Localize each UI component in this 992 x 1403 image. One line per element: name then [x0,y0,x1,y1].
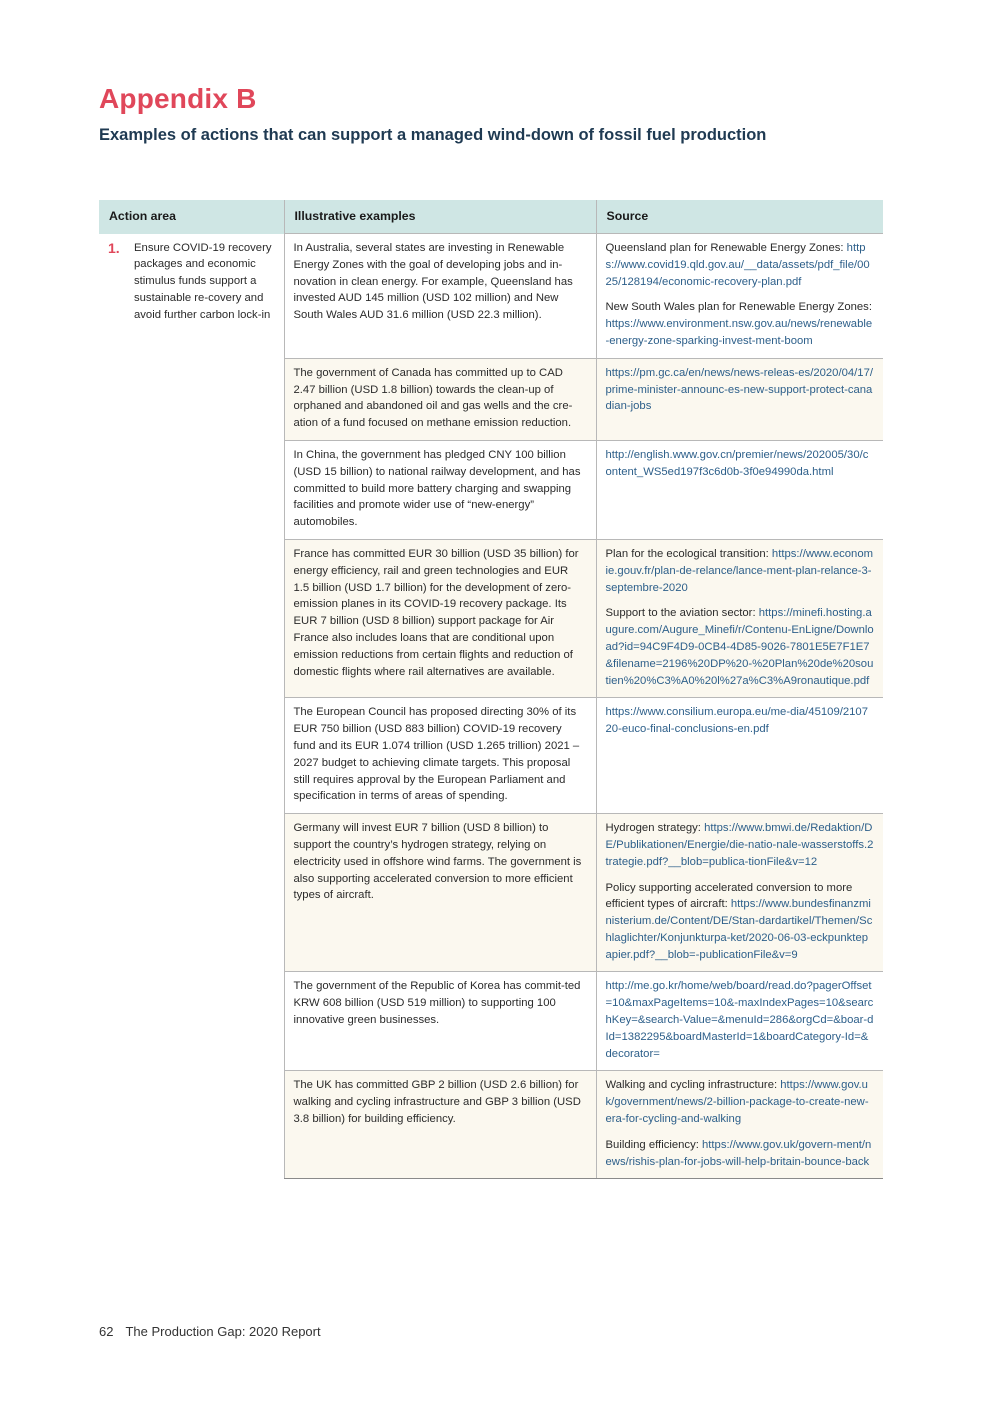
page-footer [99,1324,321,1339]
source-label: Building efficiency: [605,1138,702,1151]
page-subtitle: Examples of actions that can support a managed wind-down of fossil fuel production [99,126,767,144]
source-cell [596,972,883,1071]
page-title: Appendix B [99,83,257,114]
source-link[interactable]: https://www.covid19.qld.gov.au/__data/assets/pdf_file/0025/128194/economic-recovery-plan.pdf [605,242,870,288]
source-label: Walking and cycling infrastructure: [605,1079,781,1092]
source-link[interactable]: https://www.gov.uk/govern-ment/news/rishis-plan-for-jobs-will-help-britain-bounce-back [605,1138,872,1168]
source-label: Plan for the ecological transition: [605,547,772,560]
source-cell [596,358,883,440]
source-cell [596,539,883,697]
source-link[interactable]: http://me.go.kr/home/web/board/read.do?pagerOffset=10&maxPageItems=10&-maxIndexPages=10&searchKey=&search-Value=&menuId=286&orgCd=&boar-dId=1382295&boardMasterId=1&boardCategory-Id=&decorator= [605,980,874,1060]
report-title: The Production Gap: 2020 Report [125,1324,321,1339]
column-header-action-area: Action area [99,200,284,234]
source-label: Hydrogen strategy: [605,822,705,835]
source-cell [596,1071,883,1179]
source-link[interactable]: http://english.www.gov.cn/premier/news/202005/30/content_WS5ed197f3c6d0b-3f0e94990da.html [605,448,869,478]
example-cell: In China, the government has pledged CNY 100 billion (USD 15 billion) to national railway development, and has committed to build more battery charging and swapping facilities and promote wider use of “new-energy” automobiles. [284,440,596,539]
source-entry [606,447,875,481]
source-entry [606,880,875,964]
example-cell: In Australia, several states are investing in Renewable Energy Zones with the goal of developing jobs and in-novation in clean energy. For example, Queensland has invested AUD 145 million (USD 102 million) and New South Wales AUD 31.6 million (USD 22.3 million). [284,234,596,359]
source-entry [606,546,875,596]
source-link[interactable]: https://minefi.hosting.augure.com/Augure_Minefi/r/Contenu-EnLigne/Download?id=94C9F4D9-0CB4-4D85-9026-7801E5E7F1E7&filename=2196%20DP%20-%20Plan%20de%20soutien%20%C3%A0%20l%27a%C3%A9ronautique.pdf [605,607,874,687]
source-label: Queensland plan for Renewable Energy Zones: [605,242,847,254]
source-cell [596,234,883,359]
source-entry [606,605,875,689]
source-entry [606,1077,875,1127]
example-cell: France has committed EUR 30 billion (USD 35 billion) for energy efficiency, rail and green technologies and EUR 1.5 billion (USD 1.7 billion) for the development of zero-emission planes in its COVID-19 recovery package. Its EUR 7 billion (USD 8 billion) support package for Air France also includes loans that are conditional upon emission reductions from certain flights and reduction of domestic flights where rail alternatives are available. [284,539,596,697]
actions-table [99,200,883,1179]
table-header-row [99,200,883,234]
source-entry [606,240,875,290]
source-label: Support to the aviation sector: [605,607,759,620]
source-entry [606,820,875,870]
source-link[interactable]: https://www.bundesfinanzministerium.de/Content/DE/Stan-dardartikel/Themen/Schlaglichter/Konjunkturpa-ket/2020-06-03-eckpunktepapier.pdf?__blob=-publicationFile&v=9 [605,898,873,961]
source-label: Policy supporting accelerated conversion to more efficient types of aircraft: [605,881,853,911]
source-label: New South Wales plan for Renewable Energy Zones: [605,301,872,314]
source-entry [606,365,875,415]
source-link[interactable]: https://www.bmwi.de/Redaktion/DE/Publikationen/Energie/die-natio-nale-wasserstoffs.2trategie.pdf?__blob=publica-tionFile&v=12 [605,822,874,868]
source-link[interactable]: https://www.environment.nsw.gov.au/news/renewable-energy-zone-sparking-invest-ment-boom [605,318,873,347]
example-cell: The government of Canada has committed up to CAD 2.47 billion (USD 1.8 billion) towards the clean-up of orphaned and abandoned oil and gas wells and the cre-ation of a fund focused on methane emission reduction. [284,358,596,440]
example-cell: The UK has committed GBP 2 billion (USD 2.6 billion) for walking and cycling infrastructure and GBP 3 billion (USD 3.8 billion) for building efficiency. [284,1071,596,1179]
source-entry [606,1137,875,1171]
example-cell: The European Council has proposed directing 30% of its EUR 750 billion (USD 883 billion) COVID-19 recovery fund and its EUR 1.074 trillion (USD 1.265 trillion) 2021 – 2027 budget to achieving climate targets. This proposal still requires approval by the European Parliament and specification in terms of areas of spending. [284,698,596,814]
source-entry [606,704,875,738]
source-entry [606,299,875,349]
source-link[interactable]: https://www.economie.gouv.fr/plan-de-relance/lance-ment-plan-relance-3-septembre-2020 [605,547,874,594]
source-link[interactable]: https://pm.gc.ca/en/news/news-releas-es/2020/04/17/prime-minister-announc-es-new-support-protect-canadian-jobs [605,366,874,413]
action-area-text: Ensure COVID-19 recovery packages and economic stimulus funds support a sustainable re-covery and avoid further carbon lock-in [134,241,272,321]
action-area-cell [99,234,284,1179]
source-link[interactable]: https://www.consilium.europa.eu/me-dia/45109/210720-euco-final-conclusions-en.pdf [605,706,868,736]
action-number: 1. [108,239,120,256]
table-row [99,234,883,359]
column-header-illustrative-examples: Illustrative examples [284,200,596,234]
source-link[interactable]: https://www.gov.uk/government/news/2-billion-package-to-create-new-era-for-cycling-and-walking [605,1079,869,1126]
example-cell: Germany will invest EUR 7 billion (USD 8 billion) to support the country’s hydrogen strategy, relying on electricity used in offshore wind farms. The government is also supporting accelerated conversion to more efficient types of aircraft. [284,814,596,972]
page-number: 62 [99,1324,114,1339]
column-header-source: Source [596,200,883,234]
source-cell [596,814,883,972]
example-cell: The government of the Republic of Korea has commit-ted KRW 608 billion (USD 519 million) to supporting 100 innovative green businesses. [284,972,596,1071]
source-cell [596,698,883,814]
source-entry [606,978,875,1062]
source-cell [596,440,883,539]
